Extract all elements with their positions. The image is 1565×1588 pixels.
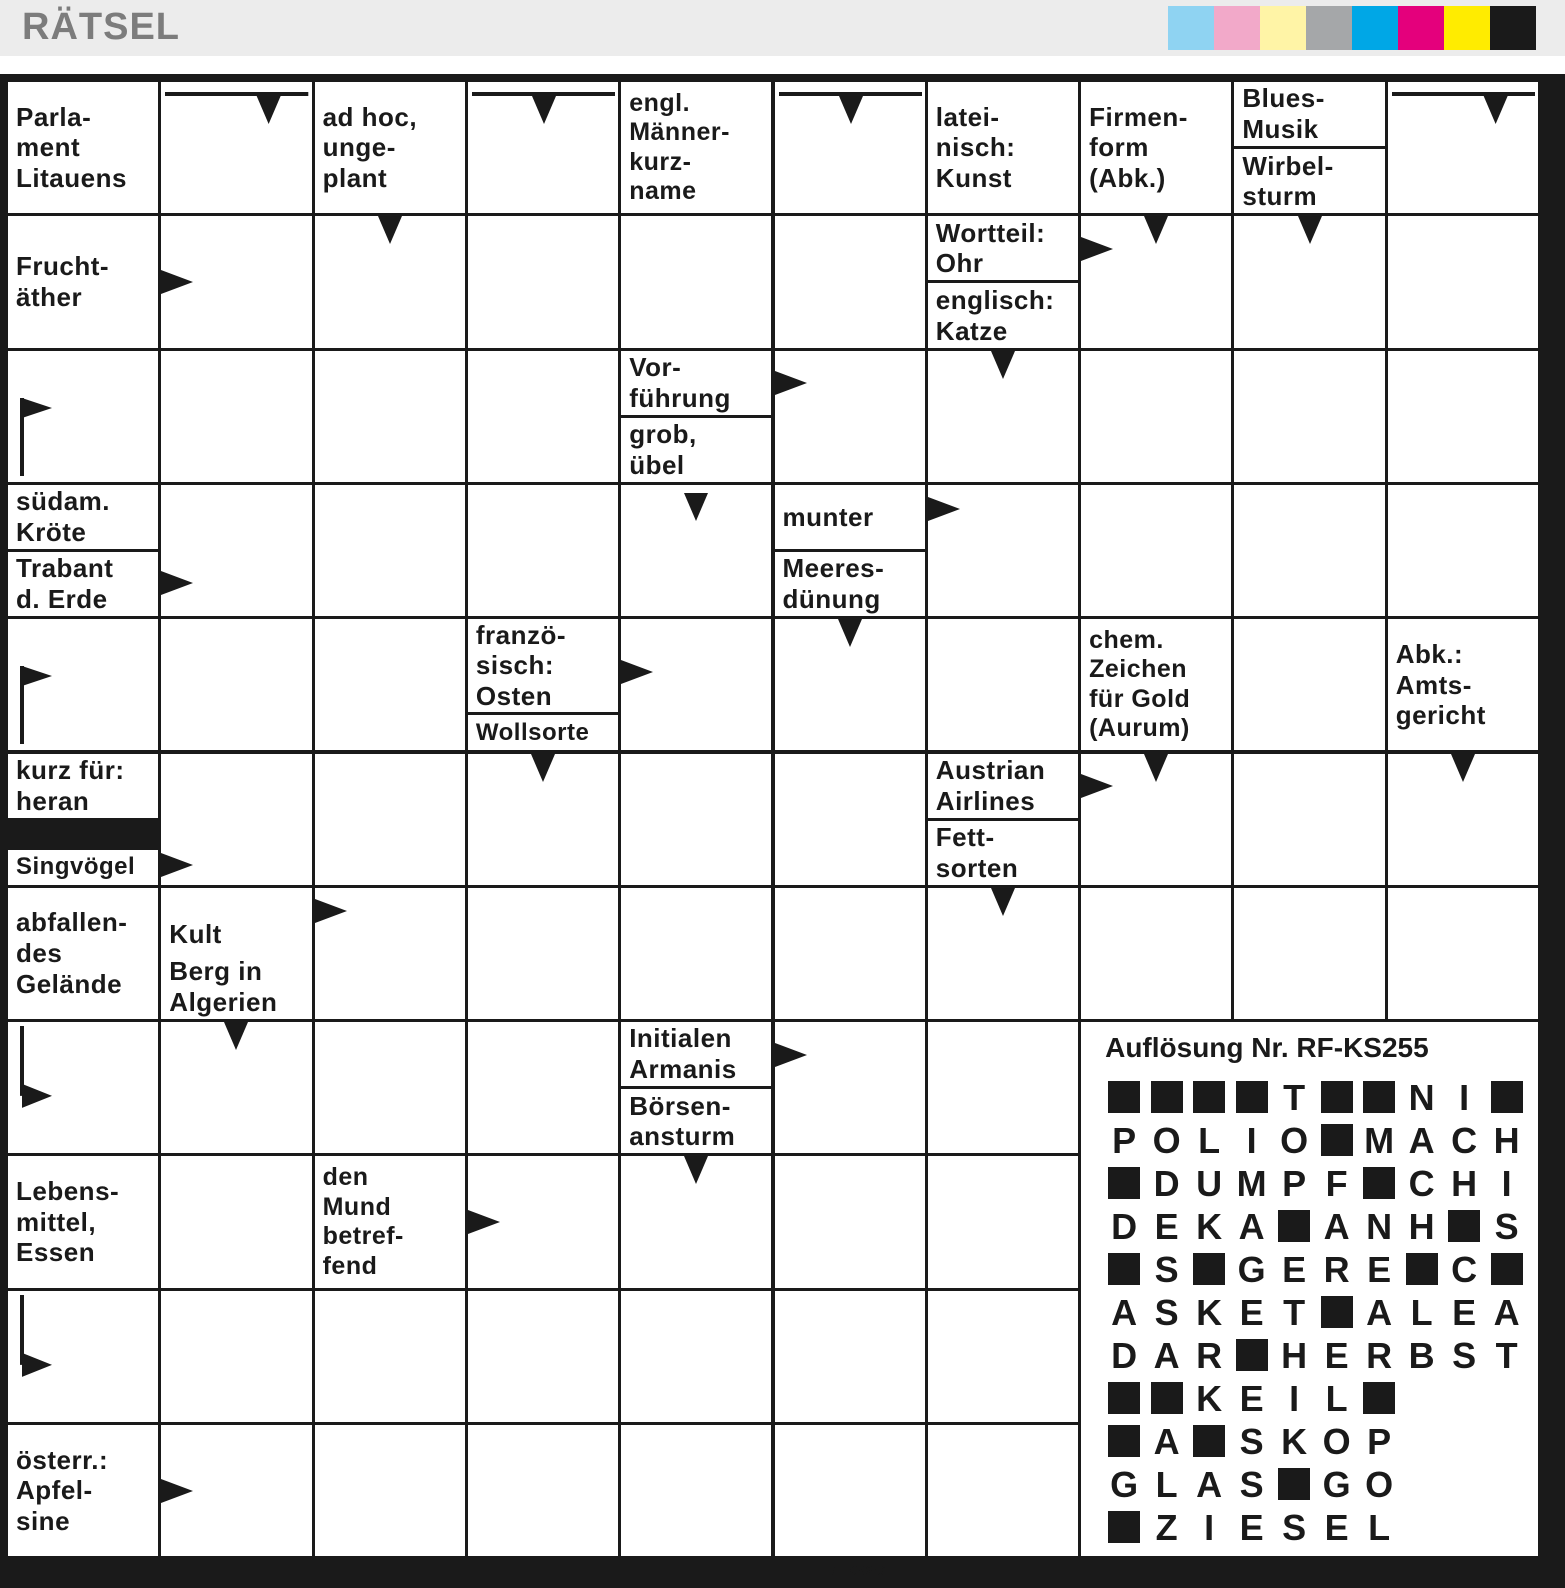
solution-letter: S [1452, 1335, 1477, 1377]
answer-cell[interactable] [468, 1022, 618, 1153]
solution-letter: D [1111, 1335, 1138, 1377]
solution-letter: O [1322, 1421, 1351, 1463]
answer-cell[interactable] [621, 216, 771, 347]
solution-letter: S [1282, 1507, 1307, 1549]
clue-direction-arrow [775, 1043, 809, 1069]
clue-cell: Vor- führung [621, 351, 771, 415]
answer-cell[interactable] [315, 1022, 465, 1153]
solution-letter: T [1495, 1335, 1518, 1377]
solution-letter: E [1239, 1378, 1264, 1420]
solution-letter: P [1282, 1163, 1307, 1205]
solution-letter: I [1246, 1120, 1257, 1162]
clue-direction-arrow [161, 1479, 195, 1505]
solution-letter: S [1494, 1206, 1519, 1248]
solution-letter: U [1196, 1163, 1223, 1205]
answer-cell[interactable] [468, 485, 618, 616]
color-swatch [1306, 6, 1352, 50]
solution-letter: T [1283, 1077, 1306, 1119]
clue-cell: Firmen- form (Abk.) [1081, 82, 1231, 213]
answer-cell[interactable] [621, 1291, 771, 1422]
answer-cell[interactable] [775, 888, 925, 1019]
answer-cell[interactable] [468, 1425, 618, 1556]
solution-letter: G [1110, 1464, 1139, 1506]
answer-cell[interactable] [928, 1291, 1078, 1422]
solution-letter: E [1324, 1335, 1349, 1377]
color-swatch [1490, 6, 1536, 50]
solution-letter: N [1366, 1206, 1393, 1248]
clue-direction-arrow [224, 1022, 250, 1052]
answer-cell[interactable] [315, 1425, 465, 1556]
solution-letter: E [1239, 1292, 1264, 1334]
solution-letter: G [1237, 1249, 1266, 1291]
solution-letter: A [1153, 1335, 1180, 1377]
answer-cell[interactable] [161, 1291, 311, 1422]
clue-direction-arrow [838, 619, 864, 649]
solution-letter: M [1236, 1163, 1267, 1205]
answer-cell[interactable] [775, 1156, 925, 1287]
clue-cell: österr.: Apfel- sine [8, 1425, 158, 1556]
answer-cell[interactable] [1234, 351, 1384, 482]
solution-letter: S [1239, 1421, 1264, 1463]
answer-cell[interactable] [775, 1425, 925, 1556]
solution-letter: A [1408, 1120, 1435, 1162]
answer-cell[interactable] [1388, 485, 1538, 616]
clue-cell: chem. Zeichen für Gold (Aurum) [1081, 619, 1231, 750]
solution-letter: A [1238, 1206, 1265, 1248]
answer-cell[interactable] [315, 619, 465, 750]
clue-cell: Meeres- dünung [775, 552, 925, 616]
clue-cell: Wortteil: Ohr [928, 216, 1078, 280]
clue-direction-arrow [1392, 90, 1535, 130]
answer-cell[interactable] [1234, 485, 1384, 616]
clue-cell: Wollsorte [468, 715, 618, 750]
color-swatch [1444, 6, 1490, 50]
solution-letter: O [1280, 1120, 1309, 1162]
solution-letter: S [1154, 1249, 1179, 1291]
solution-letter: Z [1155, 1507, 1178, 1549]
solution-title: Auflösung Nr. RF-KS255 [1105, 1032, 1429, 1064]
solution-panel [1081, 1022, 1538, 1556]
solution-letter: E [1282, 1249, 1307, 1291]
clue-direction-arrow [621, 660, 655, 686]
clue-direction-arrow [472, 90, 615, 130]
solution-letter: I [1204, 1507, 1215, 1549]
answer-cell[interactable] [621, 1425, 771, 1556]
answer-cell[interactable] [621, 754, 771, 885]
solution-letter: L [1368, 1507, 1391, 1549]
solution-letter: E [1324, 1507, 1349, 1549]
answer-cell[interactable] [161, 1156, 311, 1287]
solution-letter: L [1410, 1292, 1433, 1334]
clue-direction-arrow [531, 754, 557, 784]
solution-letter: A [1366, 1292, 1393, 1334]
clue-cell: Initialen Armanis [621, 1022, 771, 1086]
clue-direction-arrow [161, 853, 195, 879]
solution-letter: M [1364, 1120, 1395, 1162]
clue-direction-arrow [315, 899, 349, 925]
solution-black-square [1190, 1078, 1228, 1116]
answer-cell[interactable] [928, 1156, 1078, 1287]
solution-letter: A [1493, 1292, 1520, 1334]
clue-cell: Lebens- mittel, Essen [8, 1156, 158, 1287]
clue-direction-arrow [779, 90, 922, 130]
solution-black-square [1190, 1422, 1228, 1460]
clue-cell: franzö- sisch: Osten [468, 619, 618, 712]
clue-direction-arrow [161, 270, 195, 296]
answer-cell[interactable] [928, 1425, 1078, 1556]
solution-black-square [1318, 1078, 1356, 1116]
answer-cell[interactable] [315, 485, 465, 616]
solution-letter: H [1451, 1163, 1478, 1205]
clue-direction-arrow [1298, 216, 1324, 246]
solution-black-square [1275, 1465, 1313, 1503]
clue-cell: Parla- ment Litauens [8, 82, 158, 213]
solution-letter: A [1111, 1292, 1138, 1334]
solution-letter: H [1281, 1335, 1308, 1377]
solution-letter: L [1155, 1464, 1178, 1506]
clue-direction-arrow [775, 371, 809, 397]
solution-black-square [1445, 1207, 1483, 1245]
clue-cell: abfallen- des Gelände [8, 888, 158, 1019]
clue-direction-arrow [18, 398, 58, 478]
solution-black-square [1275, 1207, 1313, 1245]
clue-cell: Wirbel- sturm [1234, 149, 1384, 213]
solution-letter: C [1451, 1249, 1478, 1291]
color-swatch [1168, 6, 1214, 50]
solution-letter: K [1281, 1421, 1308, 1463]
puzzle-code: RF-KS256 [826, 1563, 888, 1578]
solution-letter: H [1408, 1206, 1435, 1248]
answer-cell[interactable] [468, 1291, 618, 1422]
solution-letter: A [1196, 1464, 1223, 1506]
solution-letter: N [1408, 1077, 1435, 1119]
answer-cell[interactable] [928, 1022, 1078, 1153]
solution-black-square [1105, 1379, 1143, 1417]
solution-letter: R [1196, 1335, 1223, 1377]
answer-cell[interactable] [775, 351, 925, 482]
answer-cell[interactable] [1388, 216, 1538, 347]
solution-black-square [1233, 1336, 1271, 1374]
clue-direction-arrow [18, 1026, 58, 1150]
solution-black-square [1488, 1078, 1526, 1116]
solution-letter: P [1112, 1120, 1137, 1162]
solution-letter: B [1408, 1335, 1435, 1377]
solution-black-square [1233, 1078, 1271, 1116]
answer-cell[interactable] [775, 754, 925, 885]
solution-letter: F [1325, 1163, 1348, 1205]
solution-black-square [1105, 1508, 1143, 1546]
clue-direction-arrow [684, 493, 710, 523]
answer-cell[interactable] [1081, 351, 1231, 482]
solution-black-square [1360, 1164, 1398, 1202]
clue-cell: Fett- sorten [928, 821, 1078, 885]
solution-letter: I [1501, 1163, 1512, 1205]
solution-letter: E [1367, 1249, 1392, 1291]
answer-cell[interactable] [315, 1291, 465, 1422]
page-title: RÄTSEL [22, 6, 180, 48]
solution-letter: A [1153, 1421, 1180, 1463]
color-swatch [1214, 6, 1260, 50]
solution-letter: K [1196, 1378, 1223, 1420]
clue-cell: englisch: Katze [928, 283, 1078, 347]
solution-letter: I [1289, 1378, 1300, 1420]
header-bar [0, 0, 1565, 56]
clue-cell: Trabant d. Erde [8, 552, 158, 616]
clue-cell: Abk.: Amts- gericht [1388, 619, 1538, 750]
answer-cell[interactable] [621, 888, 771, 1019]
solution-letter: R [1366, 1335, 1393, 1377]
clue-direction-arrow [1144, 754, 1170, 784]
solution-black-square [1105, 1164, 1143, 1202]
color-swatch [1352, 6, 1398, 50]
color-swatch [1260, 6, 1306, 50]
solution-letter: O [1152, 1120, 1181, 1162]
solution-black-square [1148, 1379, 1186, 1417]
clue-cell: Kult [161, 888, 311, 981]
clue-cell: südam. Kröte [8, 485, 158, 549]
color-swatch [1398, 6, 1444, 50]
answer-cell[interactable] [468, 351, 618, 482]
solution-letter: K [1196, 1206, 1223, 1248]
answer-cell[interactable] [775, 1291, 925, 1422]
solution-letter: G [1322, 1464, 1351, 1506]
clue-cell: grob, übel [621, 418, 771, 482]
clue-cell: Berg in Algerien [161, 955, 311, 1019]
answer-cell[interactable] [1388, 888, 1538, 1019]
solution-letter: T [1283, 1292, 1306, 1334]
solution-letter: C [1451, 1120, 1478, 1162]
solution-black-square [1105, 1078, 1143, 1116]
solution-black-square [1360, 1379, 1398, 1417]
clue-cell: kurz für: heran [8, 754, 158, 818]
clue-direction-arrow [1081, 237, 1115, 263]
solution-letter: E [1239, 1507, 1264, 1549]
clue-cell: den Mund betref- fend [315, 1156, 465, 1287]
solution-letter: H [1493, 1120, 1520, 1162]
solution-letter: A [1323, 1206, 1350, 1248]
clue-direction-arrow [684, 1156, 710, 1186]
solution-letter: S [1154, 1292, 1179, 1334]
clue-direction-arrow [468, 1210, 502, 1236]
answer-cell[interactable] [161, 619, 311, 750]
solution-letter: D [1153, 1163, 1180, 1205]
clue-direction-arrow [161, 571, 195, 597]
solution-black-square [1488, 1250, 1526, 1288]
clue-direction-arrow [1451, 754, 1477, 784]
answer-cell[interactable] [1234, 754, 1384, 885]
clue-cell: Blues- Musik [1234, 82, 1384, 146]
clue-direction-arrow [165, 90, 308, 130]
solution-black-square [1105, 1250, 1143, 1288]
solution-letter: K [1196, 1292, 1223, 1334]
solution-letter: E [1452, 1292, 1477, 1334]
solution-black-square [1403, 1250, 1441, 1288]
clue-cell: ad hoc, unge- plant [315, 82, 465, 213]
clue-cell: latei- nisch: Kunst [928, 82, 1078, 213]
clue-direction-arrow [1081, 774, 1115, 800]
solution-black-square [1360, 1078, 1398, 1116]
clue-direction-arrow [928, 497, 962, 523]
clue-cell: Frucht- äther [8, 216, 158, 347]
solution-letter: L [1198, 1120, 1221, 1162]
answer-cell[interactable] [1234, 619, 1384, 750]
answer-cell[interactable] [468, 216, 618, 347]
clue-direction-arrow [991, 888, 1017, 918]
crossword-grid [0, 74, 1565, 1588]
solution-letter: C [1408, 1163, 1435, 1205]
clue-cell: Singvögel [8, 850, 158, 885]
clue-direction-arrow [991, 351, 1017, 381]
solution-black-square [1318, 1293, 1356, 1331]
answer-cell[interactable] [161, 351, 311, 482]
answer-cell[interactable] [468, 888, 618, 1019]
clue-direction-arrow [18, 1295, 58, 1419]
answer-cell[interactable] [1081, 485, 1231, 616]
solution-letter: E [1154, 1206, 1179, 1248]
answer-cell[interactable] [1081, 888, 1231, 1019]
solution-letter: P [1367, 1421, 1392, 1463]
solution-letter: D [1111, 1206, 1138, 1248]
answer-cell[interactable] [1388, 351, 1538, 482]
solution-letter: O [1365, 1464, 1394, 1506]
answer-cell[interactable] [315, 351, 465, 482]
clue-cell: munter [775, 485, 925, 549]
answer-cell[interactable] [315, 754, 465, 885]
solution-black-square [1318, 1121, 1356, 1159]
solution-black-square [1190, 1250, 1228, 1288]
clue-cell: Austrian Airlines [928, 754, 1078, 818]
clue-cell: Börsen- ansturm [621, 1089, 771, 1153]
solution-black-square [1148, 1078, 1186, 1116]
solution-letter: L [1325, 1378, 1348, 1420]
solution-letter: R [1323, 1249, 1350, 1291]
answer-cell[interactable] [928, 619, 1078, 750]
clue-cell: engl. Männer- kurz- name [621, 82, 771, 213]
clue-direction-arrow [18, 666, 58, 746]
answer-cell[interactable] [1234, 888, 1384, 1019]
answer-cell[interactable] [775, 216, 925, 347]
clue-direction-arrow [378, 216, 404, 246]
answer-cell[interactable] [775, 1022, 925, 1153]
solution-letter: I [1459, 1077, 1470, 1119]
solution-black-square [1105, 1422, 1143, 1460]
clue-direction-arrow [1144, 216, 1170, 246]
solution-letter: S [1239, 1464, 1264, 1506]
